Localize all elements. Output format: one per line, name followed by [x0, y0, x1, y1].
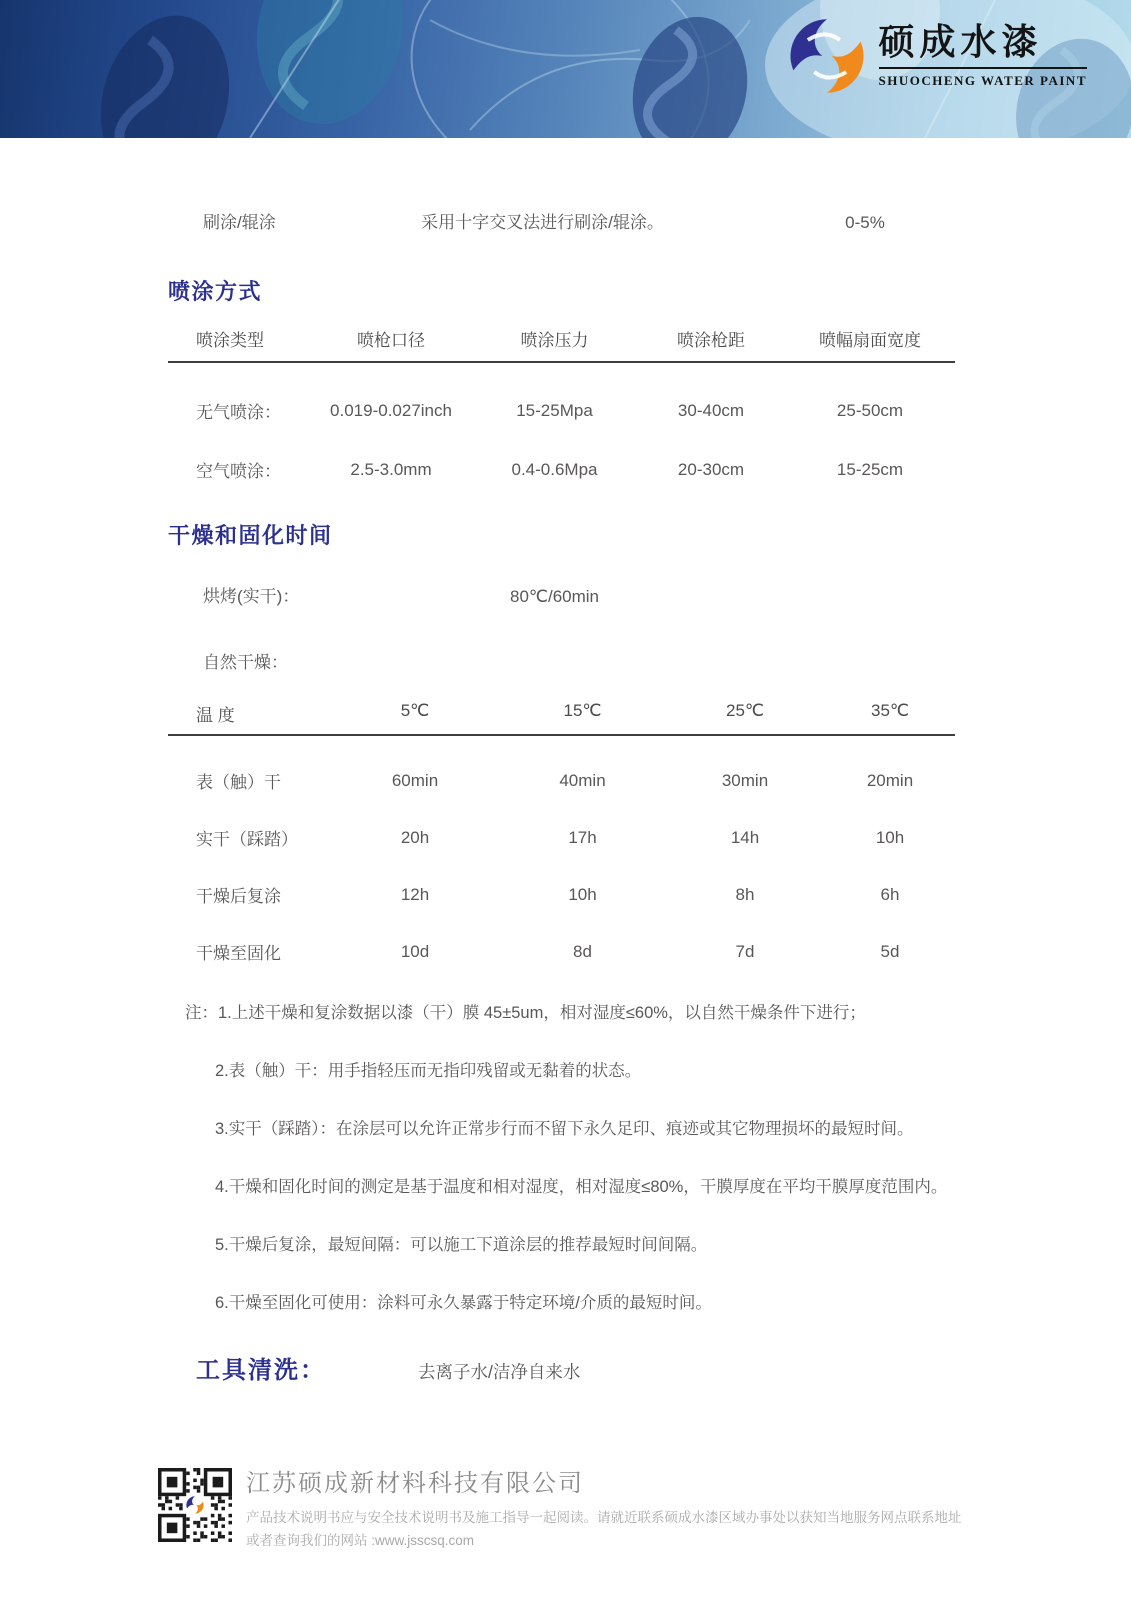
cell-value: 15-25Mpa [516, 400, 593, 420]
footer-disclaimer-line2: 或者查询我们的网站 :www.jsscsq.com [246, 1533, 475, 1549]
column-header: 喷涂类型 [196, 331, 264, 350]
spray-method-table [168, 326, 955, 499]
header-banner [0, 0, 1131, 138]
cell-value: 2.5-3.0mm [350, 459, 432, 479]
table-row [168, 809, 955, 866]
row-label: 无气喷涂： [196, 403, 281, 422]
notes-block [168, 1002, 955, 1314]
brush-dilution-value: 0-5% [845, 213, 885, 232]
row-label: 表（触）干 [196, 773, 281, 792]
note-line: 4.干燥和固化时间的测定是基于温度和相对湿度，相对湿度≤80%，干膜厚度在平均干膜厚度范围内。 [215, 1178, 948, 1196]
qr-code [158, 1468, 232, 1542]
brand-name-cn: 硕成水漆 [879, 23, 1087, 70]
brand-name-en: SHUOCHENG WATER PAINT [878, 73, 1087, 89]
column-header: 喷枪口径 [357, 331, 425, 350]
cell-value: 25-50cm [836, 400, 904, 420]
row-label: 干燥至固化 [196, 944, 281, 963]
notes-list [168, 1060, 955, 1314]
cell-value: 6h [880, 884, 900, 904]
cell-value: 14h [730, 827, 760, 847]
brush-method-description: 采用十字交叉法进行刷涂/辊涂。 [421, 213, 664, 232]
column-header: 25℃ [725, 701, 764, 720]
cell-value: 40min [559, 770, 606, 790]
column-header: 喷涂压力 [520, 331, 589, 350]
cell-value: 30-40cm [677, 400, 745, 420]
table-row [168, 923, 955, 980]
note-line: 3.实干（踩踏）：在涂层可以允许正常步行而不留下永久足印、痕迹或其它物理损坏的最短时间。 [215, 1120, 914, 1138]
cell-value: 15-25cm [836, 459, 904, 479]
baking-row [168, 582, 955, 607]
cell-value: 10d [400, 941, 430, 961]
note-line: 6.干燥至固化可使用：涂料可永久暴露于特定环境/介质的最短时间。 [215, 1294, 712, 1312]
brand-logo-icon [787, 16, 867, 96]
cell-value: 12h [400, 884, 430, 904]
table-row [168, 752, 955, 809]
note-line: 5.干燥后复涂，最短间隔：可以施工下道涂层的推荐最短时间间隔。 [215, 1236, 708, 1254]
row-label: 空气喷涂： [196, 462, 281, 481]
cell-value: 20min [866, 770, 914, 790]
cell-value: 30min [721, 770, 769, 790]
cell-value: 8h [735, 884, 755, 904]
cell-value: 60min [391, 770, 439, 790]
baking-value: 80℃/60min [509, 587, 600, 606]
brand-block [787, 16, 1087, 96]
tool-cleaning-row [168, 1350, 955, 1385]
cell-value: 0.4-0.6Mpa [511, 459, 598, 479]
column-header: 温 度 [196, 706, 235, 725]
table-row [168, 866, 955, 923]
row-label: 实干（踩踏） [196, 830, 298, 849]
table-body [168, 381, 955, 499]
section-title-spray-method: 喷涂方式 [168, 279, 263, 304]
column-header: 35℃ [870, 701, 909, 720]
cell-value: 10h [875, 827, 905, 847]
document-body [168, 208, 955, 1385]
natural-drying-table [168, 701, 955, 980]
note-text: 1.上述干燥和复涂数据以漆（干）膜 45±5um，相对湿度≤60%，以自然干燥条件下进行； [218, 1004, 866, 1022]
table-header-row [168, 326, 955, 363]
section-title-drying-curing: 干燥和固化时间 [168, 523, 333, 548]
notes-prefix: 注： [185, 1004, 218, 1022]
tool-cleaning-label: 工具清洗： [196, 1357, 326, 1384]
table-body [168, 752, 955, 980]
cell-value: 7d [735, 941, 755, 961]
baking-label: 烘烤(实干)： [203, 587, 300, 606]
column-header: 5℃ [400, 701, 430, 720]
brand-text [879, 23, 1087, 90]
tool-cleaning-value: 去离子水/洁净自来水 [418, 1362, 581, 1382]
cell-value: 5d [880, 941, 900, 961]
cell-value: 20h [400, 827, 430, 847]
footer-text-block [246, 1468, 962, 1553]
brush-roller-row [168, 208, 955, 233]
natural-drying-label: 自然干燥： [203, 653, 288, 672]
cell-value: 0.019-0.027inch [330, 400, 452, 420]
column-header: 喷幅扇面宽度 [819, 331, 921, 350]
footer-disclaimer [246, 1506, 962, 1553]
cell-value: 20-30cm [677, 459, 745, 479]
cell-value: 8d [573, 941, 592, 961]
footer-company-name: 江苏硕成新材料科技有限公司 [246, 1470, 584, 1497]
table-row [168, 440, 955, 499]
table-row [168, 381, 955, 440]
cell-value: 17h [568, 827, 597, 847]
cell-value: 10h [568, 884, 597, 904]
row-label: 干燥后复涂 [196, 887, 281, 906]
footer [158, 1468, 998, 1553]
table-header-row [168, 701, 955, 736]
note-line: 2.表（触）干：用手指轻压而无指印残留或无黏着的状态。 [215, 1062, 642, 1080]
brush-method-label: 刷涂/辊涂 [203, 213, 276, 232]
column-header: 15℃ [563, 701, 602, 720]
note-line [185, 1002, 955, 1024]
column-header: 喷涂枪距 [677, 331, 745, 350]
footer-disclaimer-line1: 产品技术说明书应与安全技术说明书及施工指导一起阅读。请就近联系硕成水漆区域办事处以获知当地服务网点联系地址 [246, 1509, 962, 1525]
